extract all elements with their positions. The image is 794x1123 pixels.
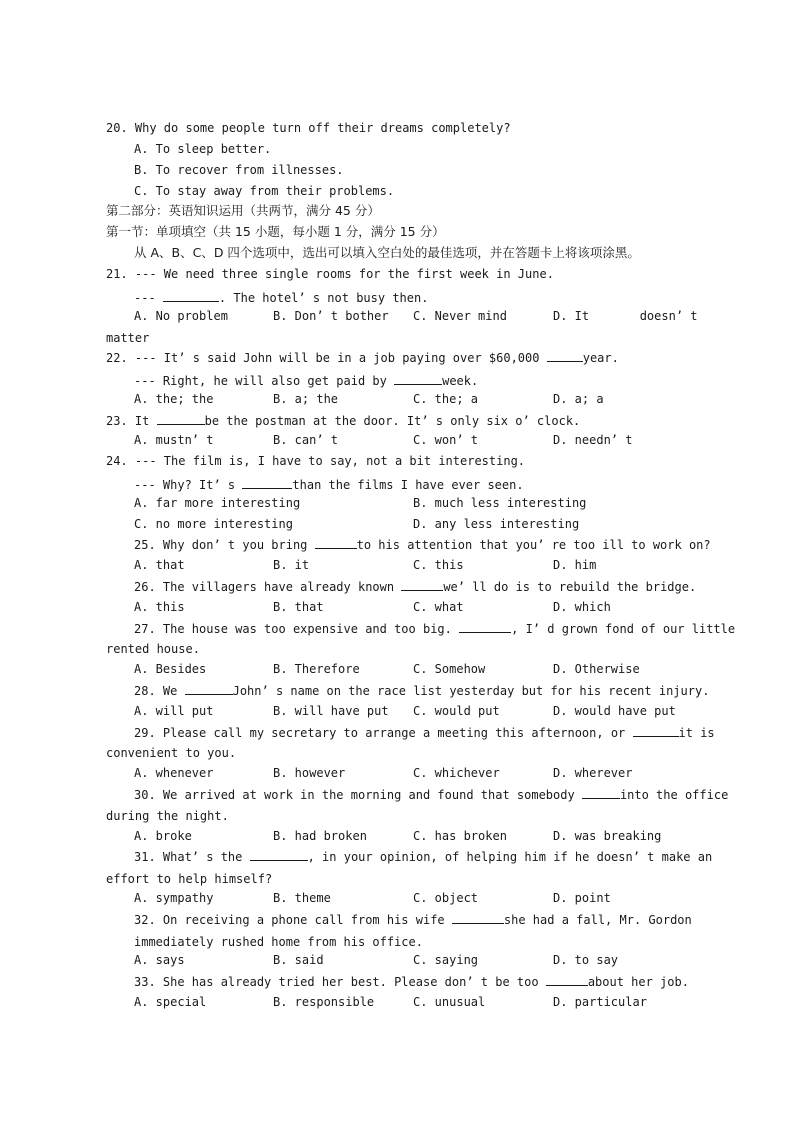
question-31-option-d: D. point xyxy=(553,891,611,905)
question-31-option-c: C. object xyxy=(413,891,479,905)
question-33-option-d: D. particular xyxy=(553,995,647,1009)
question-23-option-c: C. won’ t xyxy=(413,433,479,447)
question-21-option-a: A. No problem xyxy=(134,309,228,323)
question-32-wrap: immediately rushed home from his office. xyxy=(134,935,423,949)
answer-blank xyxy=(394,372,442,385)
question-33-option-a: A. special xyxy=(134,995,207,1009)
question-28-option-c: C. would put xyxy=(413,704,500,718)
question-26-stem: 26. The villagers have already known we’ ll do is to rebuild the bridge. xyxy=(134,580,697,594)
question-29-option-c: C. whichever xyxy=(413,766,500,780)
question-21-reply: --- . The hotel’ s not busy then. xyxy=(134,291,429,305)
question-26-option-a: A. this xyxy=(134,600,185,614)
question-26-option-c: C. what xyxy=(413,600,464,614)
question-29-wrap: convenient to you. xyxy=(106,746,237,760)
answer-blank xyxy=(250,848,308,861)
question-20-option-a: A. To sleep better. xyxy=(134,142,272,156)
question-24-option-b: B. much less interesting xyxy=(413,496,587,510)
question-21-option-c: C. Never mind xyxy=(413,309,507,323)
question-31-option-b: B. theme xyxy=(273,891,331,905)
answer-blank xyxy=(633,724,679,737)
section-2-instruction: 从 A、B、C、D 四个选项中，选出可以填入空白处的最佳选项，并在答题卡上将该项涂黑。 xyxy=(134,245,640,260)
answer-blank xyxy=(452,911,504,924)
question-22-option-c: C. the; a xyxy=(413,392,479,406)
question-29-option-d: D. wherever xyxy=(553,766,633,780)
answer-blank xyxy=(401,578,443,591)
question-30-stem: 30. We arrived at work in the morning and found that somebody into the office xyxy=(134,788,729,802)
question-27-wrap: rented house. xyxy=(106,642,200,656)
question-20-option-b: B. To recover from illnesses. xyxy=(134,163,344,177)
question-32-option-b: B. said xyxy=(273,953,324,967)
question-31-stem: 31. What’ s the , in your opinion, of helping him if he doesn’ t make an xyxy=(134,850,713,864)
question-28-option-d: D. would have put xyxy=(553,704,676,718)
question-28-option-a: A. will put xyxy=(134,704,214,718)
question-30-wrap: during the night. xyxy=(106,809,229,823)
answer-blank xyxy=(163,289,219,302)
question-22-option-b: B. a; the xyxy=(273,392,339,406)
question-25-option-a: A. that xyxy=(134,558,185,572)
question-30-option-b: B. had broken xyxy=(273,829,367,843)
question-33-option-b: B. responsible xyxy=(273,995,375,1009)
question-29-option-a: A. whenever xyxy=(134,766,214,780)
answer-blank xyxy=(582,786,620,799)
question-20-stem: 20. Why do some people turn off their dreams completely? xyxy=(106,121,511,135)
question-30-option-d: D. was breaking xyxy=(553,829,662,843)
question-27-option-c: C. Somehow xyxy=(413,662,486,676)
question-24-reply: --- Why? It’ s than the films I have ever seen. xyxy=(134,478,524,492)
question-21-option-b: B. Don’ t bother xyxy=(273,309,389,323)
question-30-option-c: C. has broken xyxy=(413,829,507,843)
question-32-option-c: C. saying xyxy=(413,953,479,967)
question-33-stem: 33. She has already tried her best. Please don’ t be too about her job. xyxy=(134,975,689,989)
question-20-option-c: C. To stay away from their problems. xyxy=(134,184,395,198)
answer-blank xyxy=(547,349,583,362)
question-24-option-a: A. far more interesting xyxy=(134,496,301,510)
question-25-option-d: D. him xyxy=(553,558,597,572)
question-22-option-a: A. the; the xyxy=(134,392,214,406)
question-24-option-d: D. any less interesting xyxy=(413,517,580,531)
question-33-option-c: C. unusual xyxy=(413,995,486,1009)
answer-blank xyxy=(315,536,357,549)
answer-blank xyxy=(242,476,292,489)
question-27-option-a: A. Besides xyxy=(134,662,207,676)
question-22-option-d: D. a; a xyxy=(553,392,604,406)
question-31-option-a: A. sympathy xyxy=(134,891,214,905)
question-25-stem: 25. Why don’ t you bring to his attention that you’ re too ill to work on? xyxy=(134,538,711,552)
question-23-option-a: A. mustn’ t xyxy=(134,433,214,447)
question-31-wrap: effort to help himself? xyxy=(106,872,273,886)
question-25-option-b: B. it xyxy=(273,558,310,572)
question-29-option-b: B. however xyxy=(273,766,346,780)
question-29-stem: 29. Please call my secretary to arrange a meeting this afternoon, or it is xyxy=(134,726,715,740)
question-23-stem: 23. It be the postman at the door. It’ s only six o’ clock. xyxy=(106,414,581,428)
question-22-stem: 22. --- It’ s said John will be in a job paying over $60,000 year. xyxy=(106,351,619,365)
answer-blank xyxy=(459,620,511,633)
answer-blank xyxy=(546,973,588,986)
question-26-option-d: D. which xyxy=(553,600,611,614)
question-30-option-a: A. broke xyxy=(134,829,192,843)
question-23-option-d: D. needn’ t xyxy=(553,433,633,447)
section-2-title: 第二部分：英语知识运用（共两节，满分 45 分） xyxy=(106,203,380,218)
question-23-option-b: B. can’ t xyxy=(273,433,339,447)
question-25-option-c: C. this xyxy=(413,558,464,572)
answer-blank xyxy=(157,412,205,425)
question-24-stem: 24. --- The film is, I have to say, not a bit interesting. xyxy=(106,454,526,468)
question-22-reply: --- Right, he will also get paid by week. xyxy=(134,374,479,388)
question-27-option-d: D. Otherwise xyxy=(553,662,640,676)
question-32-stem: 32. On receiving a phone call from his wife she had a fall, Mr. Gordon xyxy=(134,913,692,927)
question-21-wrap: matter xyxy=(106,331,150,345)
question-26-option-b: B. that xyxy=(273,600,324,614)
question-28-stem: 28. We John’ s name on the race list yesterday but for his recent injury. xyxy=(134,684,710,698)
question-27-stem: 27. The house was too expensive and too big. , I’ d grown fond of our little xyxy=(134,622,736,636)
question-27-option-b: B. Therefore xyxy=(273,662,360,676)
question-21-stem: 21. --- We need three single rooms for the first week in June. xyxy=(106,267,554,281)
section-2-part-1-title: 第一节：单项填空（共 15 小题，每小题 1 分，满分 15 分） xyxy=(106,224,445,239)
question-24-option-c: C. no more interesting xyxy=(134,517,293,531)
question-28-option-b: B. will have put xyxy=(273,704,389,718)
question-32-option-a: A. says xyxy=(134,953,185,967)
answer-blank xyxy=(185,682,233,695)
question-21-option-d: D. It doesn’ t xyxy=(553,309,698,323)
question-32-option-d: D. to say xyxy=(553,953,619,967)
